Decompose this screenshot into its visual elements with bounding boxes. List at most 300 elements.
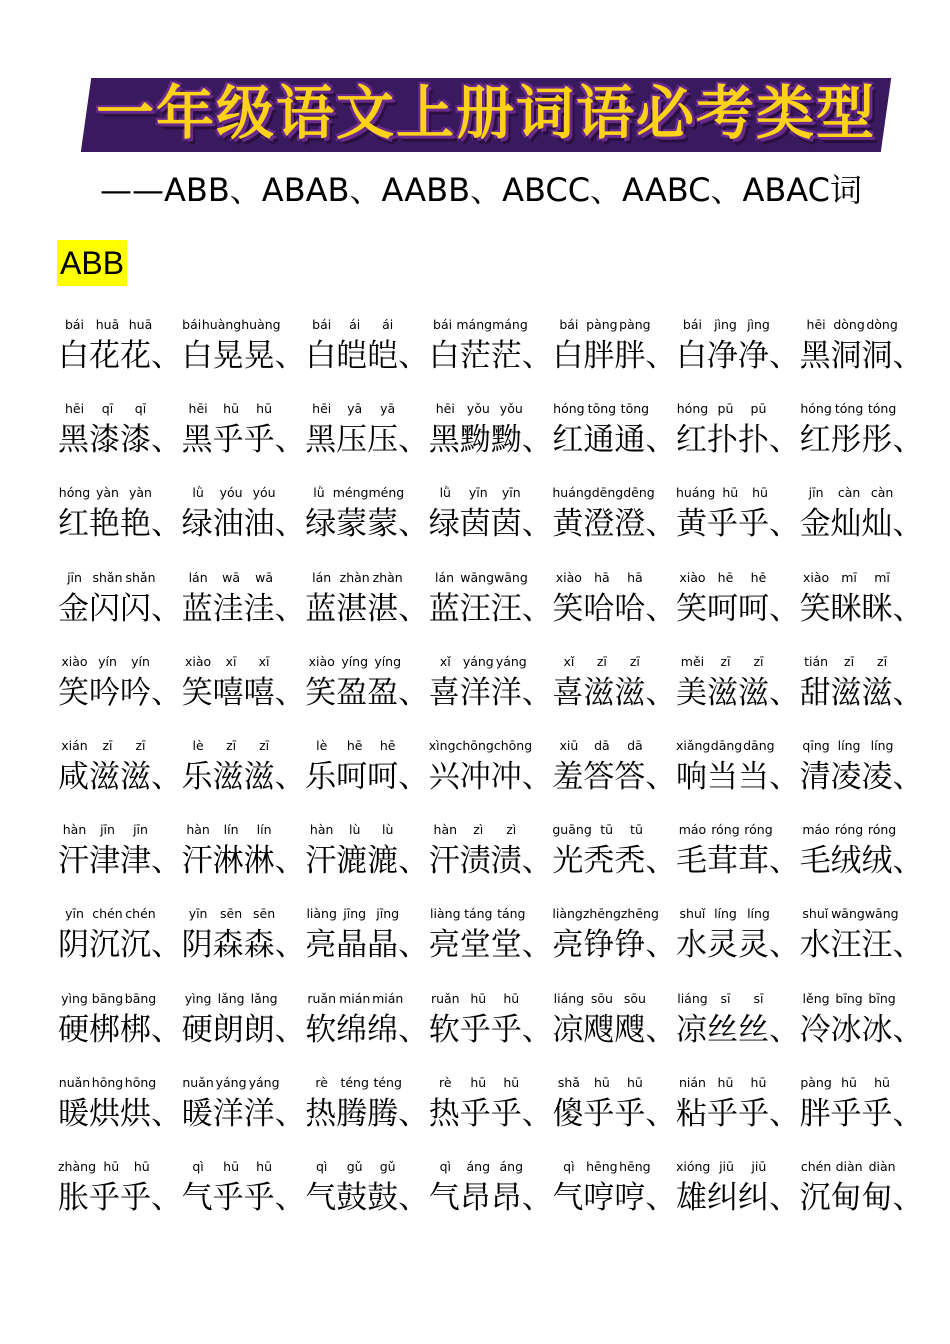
word-text: 白皑皑、 bbox=[305, 338, 430, 374]
word-item bbox=[305, 398, 429, 482]
pinyin-syllable: pàng bbox=[800, 1074, 832, 1090]
pinyin-syllable: dā bbox=[594, 737, 610, 753]
pinyin-syllable: lǜ bbox=[313, 485, 325, 501]
pinyin bbox=[676, 651, 775, 673]
pinyin-syllable: rè bbox=[315, 1074, 328, 1090]
pinyin bbox=[58, 567, 157, 589]
pinyin bbox=[676, 482, 775, 504]
pinyin bbox=[305, 903, 404, 925]
pinyin-syllable: jīng bbox=[343, 906, 367, 922]
word-text: 气乎乎、 bbox=[181, 1179, 306, 1216]
word-item bbox=[676, 1156, 800, 1240]
pinyin-syllable: hàn bbox=[186, 822, 210, 838]
pinyin-syllable: měi bbox=[680, 653, 705, 669]
pinyin-syllable: dēng bbox=[623, 485, 655, 501]
pinyin bbox=[800, 988, 899, 1010]
pinyin-syllable: xiào bbox=[61, 653, 88, 669]
pinyin bbox=[552, 1156, 651, 1178]
pinyin-syllable: xī bbox=[225, 653, 237, 669]
pinyin-syllable: sōu bbox=[590, 990, 613, 1006]
pinyin-syllable: sī bbox=[753, 990, 764, 1006]
word-text: 红通通、 bbox=[552, 422, 677, 459]
pinyin-syllable: rè bbox=[439, 1074, 452, 1090]
pinyin-syllable: yàn bbox=[96, 485, 119, 501]
word-text: 绿油油、 bbox=[181, 506, 306, 543]
pinyin-syllable: yīn bbox=[468, 485, 488, 501]
pinyin bbox=[182, 567, 281, 589]
pinyin-syllable: hē bbox=[379, 737, 396, 753]
pinyin bbox=[58, 398, 157, 420]
pinyin-syllable: hū bbox=[133, 1158, 150, 1174]
word-item bbox=[58, 314, 182, 398]
pinyin bbox=[800, 314, 899, 336]
word-text: 咸滋滋、 bbox=[58, 758, 182, 795]
word-item bbox=[800, 819, 924, 903]
pinyin bbox=[305, 398, 404, 420]
pinyin-syllable: hēng bbox=[586, 1158, 618, 1174]
word-text: 黄澄澄、 bbox=[552, 506, 677, 543]
pinyin-syllable: hēi bbox=[312, 401, 332, 417]
word-item bbox=[182, 1156, 306, 1240]
word-item bbox=[182, 314, 306, 398]
word-item bbox=[182, 1072, 306, 1156]
pinyin-syllable: shǎn bbox=[92, 569, 123, 585]
pinyin bbox=[552, 398, 651, 420]
word-item bbox=[676, 903, 800, 987]
pinyin-syllable: ruǎn bbox=[430, 990, 460, 1006]
word-item bbox=[182, 398, 306, 482]
pinyin-syllable: pàng bbox=[586, 317, 618, 332]
pinyin bbox=[800, 1072, 899, 1094]
pinyin-syllable: shuǐ bbox=[679, 906, 706, 922]
word-item bbox=[800, 567, 924, 651]
pinyin-syllable: xiào bbox=[679, 569, 706, 585]
word-grid bbox=[58, 314, 938, 1240]
word-item bbox=[182, 482, 306, 566]
pinyin-syllable: hóng bbox=[553, 401, 585, 417]
pinyin-syllable: xiū bbox=[559, 737, 579, 753]
pinyin bbox=[676, 398, 775, 420]
word-item bbox=[429, 651, 553, 735]
pinyin bbox=[182, 314, 281, 336]
pinyin-syllable: xiǎng bbox=[675, 737, 711, 753]
word-row bbox=[58, 988, 938, 1072]
pinyin-syllable: zī bbox=[259, 737, 270, 753]
pinyin-syllable: hàn bbox=[309, 822, 334, 838]
pinyin-syllable: huáng bbox=[675, 485, 716, 501]
word-text: 暖洋洋、 bbox=[181, 1095, 306, 1132]
word-item bbox=[552, 482, 676, 566]
word-item bbox=[552, 651, 676, 735]
pinyin bbox=[429, 1072, 528, 1094]
pinyin bbox=[182, 988, 281, 1010]
pinyin-syllable: qīng bbox=[802, 737, 830, 753]
word-text: 阴沉沉、 bbox=[58, 927, 182, 964]
pinyin bbox=[676, 903, 775, 925]
pinyin-syllable: yóu bbox=[252, 485, 276, 501]
word-item bbox=[676, 482, 800, 566]
word-text: 笑嘻嘻、 bbox=[181, 674, 306, 711]
pinyin-syllable: xiào bbox=[555, 569, 582, 585]
pinyin-syllable: càn bbox=[837, 485, 861, 501]
word-item bbox=[182, 735, 306, 819]
word-text: 笑眯眯、 bbox=[799, 590, 924, 627]
pinyin bbox=[676, 314, 775, 336]
pinyin-syllable: qī bbox=[134, 401, 147, 417]
pinyin-syllable: mī bbox=[841, 569, 857, 585]
pinyin bbox=[552, 314, 651, 336]
pinyin bbox=[182, 398, 281, 420]
pinyin-syllable: shǎ bbox=[557, 1074, 580, 1090]
pinyin-syllable: liàng bbox=[306, 906, 337, 922]
pinyin-syllable: lè bbox=[192, 737, 204, 753]
pinyin bbox=[552, 651, 651, 673]
word-item bbox=[552, 903, 676, 987]
pinyin bbox=[58, 1072, 157, 1094]
pinyin-syllable: áng bbox=[499, 1158, 524, 1174]
pinyin-syllable: hā bbox=[594, 569, 610, 585]
word-item bbox=[552, 398, 676, 482]
pinyin-syllable: ái bbox=[349, 317, 361, 332]
word-text: 软绵绵、 bbox=[305, 1011, 430, 1048]
pinyin-syllable: áng bbox=[466, 1158, 491, 1174]
pinyin-syllable: xìng bbox=[428, 737, 456, 753]
word-text: 笑吟吟、 bbox=[58, 674, 182, 711]
pinyin-syllable: nuǎn bbox=[58, 1074, 91, 1090]
pinyin-syllable: sī bbox=[720, 990, 731, 1006]
word-item bbox=[552, 819, 676, 903]
pinyin-syllable: dòng bbox=[833, 317, 865, 332]
pinyin bbox=[182, 819, 281, 841]
pinyin-syllable: huā bbox=[95, 317, 120, 332]
pinyin-syllable: jīn bbox=[808, 485, 824, 501]
word-item bbox=[58, 903, 182, 987]
pinyin-syllable: táng bbox=[497, 906, 526, 922]
pinyin-syllable: lù bbox=[381, 822, 394, 838]
word-item bbox=[305, 314, 429, 398]
title-banner bbox=[86, 70, 886, 152]
pinyin bbox=[429, 398, 528, 420]
pinyin-syllable: pū bbox=[717, 401, 734, 417]
pinyin-syllable: zī bbox=[135, 737, 146, 753]
pinyin-syllable: xióng bbox=[675, 1158, 711, 1174]
pinyin-syllable: hóng bbox=[58, 485, 91, 501]
word-text: 汗漉漉、 bbox=[305, 843, 430, 880]
pinyin-syllable: hū bbox=[503, 1074, 520, 1090]
pinyin-syllable: diàn bbox=[868, 1158, 896, 1174]
word-item bbox=[552, 735, 676, 819]
pinyin bbox=[676, 1072, 775, 1094]
word-item bbox=[429, 819, 553, 903]
pinyin-syllable: huā bbox=[128, 317, 153, 332]
pinyin-syllable: zī bbox=[844, 653, 855, 669]
pinyin-syllable: zī bbox=[226, 737, 237, 753]
pinyin-syllable: xiào bbox=[308, 653, 335, 669]
pinyin-syllable: liàng bbox=[552, 906, 583, 922]
word-text: 兴冲冲、 bbox=[428, 758, 553, 795]
pinyin-syllable: hū bbox=[223, 401, 240, 417]
word-text: 气鼓鼓、 bbox=[305, 1179, 430, 1216]
pinyin bbox=[552, 567, 651, 589]
word-item bbox=[305, 735, 429, 819]
word-text: 毛绒绒、 bbox=[799, 843, 924, 880]
pinyin-syllable: hē bbox=[750, 569, 767, 585]
word-item bbox=[552, 314, 676, 398]
pinyin-syllable: méng bbox=[332, 485, 369, 501]
pinyin-syllable: diàn bbox=[835, 1158, 863, 1174]
pinyin-syllable: pàng bbox=[619, 317, 651, 332]
word-text: 热腾腾、 bbox=[305, 1095, 430, 1132]
pinyin-syllable: hū bbox=[103, 1158, 120, 1174]
pinyin-syllable: máng bbox=[492, 317, 528, 332]
pinyin-syllable: chōng bbox=[455, 737, 494, 753]
pinyin-syllable: mī bbox=[874, 569, 890, 585]
word-row bbox=[58, 1072, 938, 1156]
pinyin-syllable: hū bbox=[752, 485, 768, 501]
pinyin-syllable: hū bbox=[750, 1074, 767, 1090]
pinyin bbox=[429, 819, 528, 841]
pinyin bbox=[800, 482, 899, 504]
pinyin-syllable: róng bbox=[834, 822, 864, 838]
pinyin-syllable: máo bbox=[678, 822, 707, 838]
pinyin-syllable: róng bbox=[711, 822, 740, 838]
pinyin-syllable: líng bbox=[870, 737, 894, 753]
word-text: 黑黝黝、 bbox=[428, 422, 553, 459]
word-text: 亮铮铮、 bbox=[552, 927, 677, 964]
pinyin-syllable: zhàn bbox=[339, 569, 370, 585]
word-item bbox=[182, 988, 306, 1072]
pinyin bbox=[552, 988, 651, 1010]
pinyin-syllable: zhēng bbox=[582, 906, 621, 922]
word-text: 笑呵呵、 bbox=[675, 590, 800, 627]
pinyin-syllable: hóng bbox=[676, 401, 709, 417]
word-text: 水汪汪、 bbox=[799, 927, 924, 964]
page-title: 一年级语文上册词语必考类型 bbox=[95, 79, 876, 147]
word-item bbox=[800, 398, 924, 482]
pinyin-syllable: chōng bbox=[493, 737, 533, 753]
pinyin bbox=[676, 1156, 775, 1178]
pinyin-syllable: zì bbox=[473, 822, 484, 838]
word-text: 凉丝丝、 bbox=[675, 1011, 800, 1048]
pinyin bbox=[58, 1156, 157, 1178]
pinyin-syllable: qì bbox=[192, 1158, 204, 1174]
pinyin-syllable: máo bbox=[802, 822, 830, 838]
pinyin-syllable: qī bbox=[101, 401, 114, 417]
pinyin bbox=[305, 567, 404, 589]
pinyin-syllable: hēi bbox=[64, 401, 85, 417]
pinyin bbox=[676, 819, 775, 841]
pinyin-syllable: wāng bbox=[831, 906, 865, 922]
word-item bbox=[182, 651, 306, 735]
pinyin-syllable: lǎng bbox=[217, 990, 245, 1006]
pinyin bbox=[182, 651, 281, 673]
pinyin-syllable: róng bbox=[867, 822, 897, 838]
word-item bbox=[305, 1156, 429, 1240]
pinyin-syllable: mián bbox=[372, 990, 404, 1006]
pinyin-syllable: yín bbox=[98, 653, 117, 669]
pinyin-syllable: lán bbox=[312, 569, 332, 585]
word-item bbox=[800, 903, 924, 987]
pinyin bbox=[305, 988, 404, 1010]
pinyin-syllable: liáng bbox=[553, 990, 585, 1006]
pinyin-syllable: tóng bbox=[867, 401, 897, 417]
pinyin-syllable: lán bbox=[188, 569, 208, 585]
pinyin-syllable: huáng bbox=[552, 485, 592, 501]
word-row bbox=[58, 482, 938, 566]
pinyin-syllable: pū bbox=[750, 401, 767, 417]
pinyin-syllable: hēi bbox=[188, 401, 208, 417]
pinyin bbox=[676, 988, 775, 1010]
word-item bbox=[305, 988, 429, 1072]
pinyin bbox=[429, 903, 528, 925]
pinyin-syllable: bái bbox=[433, 317, 453, 332]
word-text: 黑洞洞、 bbox=[799, 338, 924, 374]
pinyin bbox=[58, 735, 157, 757]
word-item bbox=[800, 314, 924, 398]
pinyin bbox=[58, 482, 157, 504]
word-item bbox=[58, 651, 182, 735]
pinyin-syllable: zī bbox=[596, 653, 607, 669]
pinyin-syllable: hū bbox=[470, 1074, 487, 1090]
pinyin-syllable: tū bbox=[600, 822, 614, 838]
word-text: 羞答答、 bbox=[552, 758, 677, 795]
word-item bbox=[800, 482, 924, 566]
pinyin-syllable: qì bbox=[563, 1158, 575, 1174]
word-item bbox=[305, 1072, 429, 1156]
pinyin bbox=[305, 482, 404, 504]
pinyin-syllable: yīn bbox=[501, 485, 521, 501]
word-item bbox=[58, 819, 182, 903]
pinyin-syllable: wāng bbox=[864, 906, 899, 922]
pinyin-syllable: xī bbox=[258, 653, 270, 669]
pinyin-syllable: lán bbox=[435, 569, 455, 585]
pinyin-syllable: sēn bbox=[253, 906, 276, 922]
pinyin-syllable: dā bbox=[627, 737, 643, 753]
word-item bbox=[429, 314, 553, 398]
word-text: 蓝汪汪、 bbox=[428, 590, 553, 627]
pinyin-syllable: chén bbox=[125, 906, 156, 922]
pinyin-syllable: jīn bbox=[100, 822, 115, 838]
pinyin-syllable: tóng bbox=[834, 401, 864, 417]
pinyin-syllable: jìng bbox=[714, 317, 737, 332]
pinyin-syllable: dēng bbox=[591, 485, 624, 501]
pinyin-syllable: hū bbox=[722, 485, 739, 501]
word-row bbox=[58, 567, 938, 651]
pinyin-syllable: bīng bbox=[868, 990, 896, 1006]
pinyin-syllable: líng bbox=[714, 906, 737, 922]
section-label-abb: ABB bbox=[57, 240, 127, 286]
pinyin bbox=[182, 903, 281, 925]
pinyin bbox=[552, 1072, 651, 1094]
pinyin bbox=[58, 903, 157, 925]
pinyin-syllable: hū bbox=[256, 401, 273, 417]
word-text: 白茫茫、 bbox=[428, 338, 553, 374]
pinyin-syllable: lín bbox=[256, 822, 272, 838]
pinyin-syllable: guāng bbox=[552, 822, 592, 838]
word-text: 暖烘烘、 bbox=[58, 1095, 182, 1132]
word-text: 白净净、 bbox=[675, 338, 800, 374]
pinyin-syllable: hàn bbox=[433, 822, 458, 838]
pinyin-syllable: yóu bbox=[219, 485, 243, 501]
pinyin bbox=[429, 1156, 528, 1178]
word-text: 笑哈哈、 bbox=[552, 590, 677, 627]
pinyin-syllable: líng bbox=[837, 737, 861, 753]
pinyin-syllable: téng bbox=[340, 1074, 369, 1090]
pinyin-syllable: gǔ bbox=[379, 1158, 396, 1174]
word-item bbox=[58, 567, 182, 651]
pinyin bbox=[552, 482, 655, 504]
pinyin bbox=[552, 819, 651, 841]
pinyin bbox=[429, 314, 528, 336]
word-item bbox=[58, 988, 182, 1072]
pinyin-syllable: chén bbox=[800, 1158, 832, 1174]
pinyin-syllable: zhàng bbox=[58, 1158, 97, 1174]
pinyin-syllable: bái bbox=[682, 317, 702, 332]
pinyin-syllable: yìng bbox=[184, 990, 212, 1006]
word-text: 毛茸茸、 bbox=[675, 843, 800, 880]
pinyin bbox=[429, 482, 528, 504]
word-text: 光秃秃、 bbox=[552, 843, 677, 880]
word-item bbox=[58, 1156, 182, 1240]
word-text: 冷冰冰、 bbox=[799, 1011, 924, 1048]
word-text: 雄纠纠、 bbox=[675, 1179, 800, 1216]
pinyin-syllable: yáng bbox=[215, 1074, 247, 1090]
word-item bbox=[305, 651, 429, 735]
pinyin-syllable: jīng bbox=[376, 906, 400, 922]
word-item bbox=[676, 735, 800, 819]
pinyin-syllable: bái bbox=[312, 317, 332, 332]
word-text: 红彤彤、 bbox=[799, 422, 924, 459]
pinyin bbox=[428, 735, 533, 757]
word-text: 美滋滋、 bbox=[675, 674, 800, 711]
word-row bbox=[58, 398, 938, 482]
pinyin bbox=[305, 735, 404, 757]
word-text: 红艳艳、 bbox=[58, 506, 182, 543]
pinyin bbox=[800, 567, 899, 589]
word-text: 喜滋滋、 bbox=[552, 674, 677, 711]
pinyin-syllable: zī bbox=[629, 653, 640, 669]
pinyin-syllable: dāng bbox=[710, 737, 743, 753]
pinyin-syllable: yáng bbox=[495, 653, 527, 669]
word-text: 亮晶晶、 bbox=[305, 927, 430, 964]
word-item bbox=[800, 651, 924, 735]
word-item bbox=[429, 567, 553, 651]
pinyin-syllable: bái bbox=[182, 317, 202, 332]
pinyin-syllable: jìng bbox=[747, 317, 770, 332]
word-text: 胀乎乎、 bbox=[58, 1179, 182, 1216]
pinyin bbox=[429, 651, 528, 673]
word-item bbox=[182, 819, 306, 903]
pinyin-syllable: qì bbox=[315, 1158, 328, 1174]
pinyin-syllable: hū bbox=[717, 1074, 734, 1090]
pinyin-syllable: yīn bbox=[188, 906, 208, 922]
word-item bbox=[676, 567, 800, 651]
word-item bbox=[552, 1156, 676, 1240]
word-text: 绿茵茵、 bbox=[428, 506, 553, 543]
word-item bbox=[429, 398, 553, 482]
word-text: 绿蒙蒙、 bbox=[305, 506, 430, 543]
word-item bbox=[676, 398, 800, 482]
pinyin-syllable: xiào bbox=[185, 653, 212, 669]
pinyin bbox=[305, 314, 404, 336]
word-text: 喜洋洋、 bbox=[428, 674, 553, 711]
pinyin bbox=[429, 567, 528, 589]
word-text: 金灿灿、 bbox=[799, 506, 924, 543]
pinyin-syllable: tōng bbox=[587, 401, 617, 417]
word-item bbox=[800, 1072, 924, 1156]
word-item bbox=[429, 1072, 553, 1156]
word-item bbox=[676, 988, 800, 1072]
